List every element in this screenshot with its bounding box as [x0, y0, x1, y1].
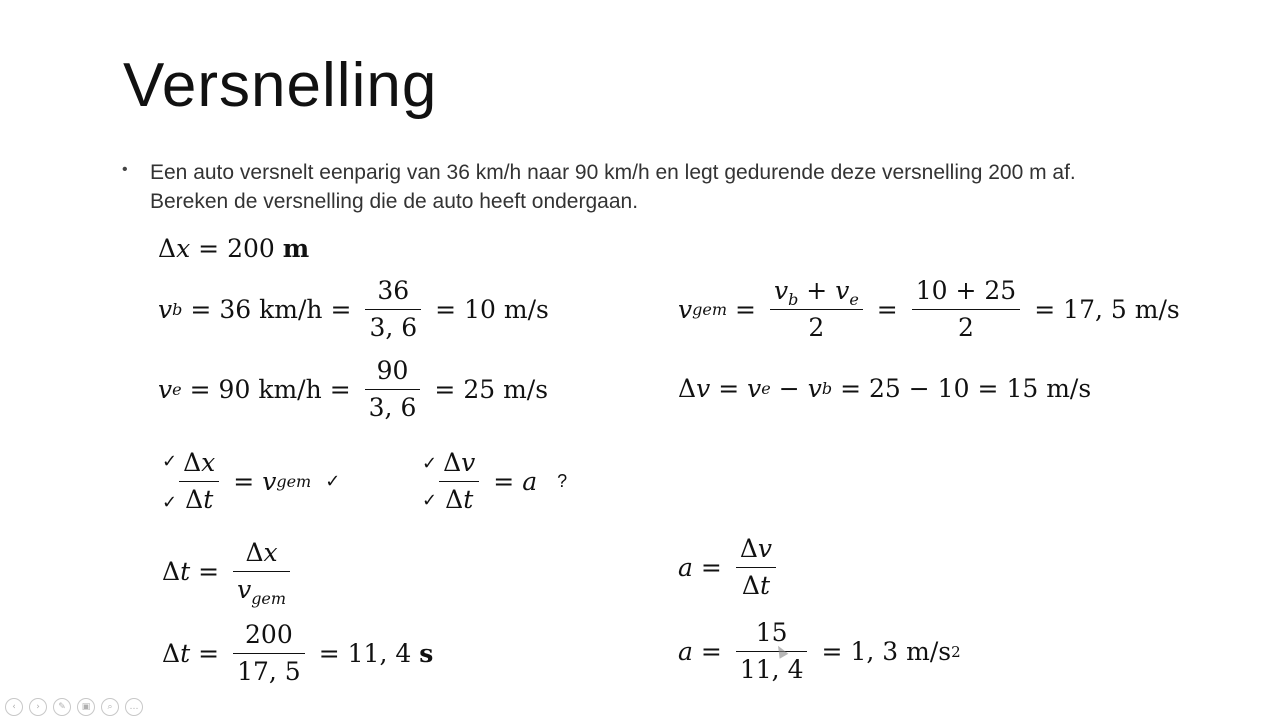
fraction-15-11-4	[736, 618, 808, 685]
equals: =	[718, 374, 740, 403]
value-90: 90	[218, 375, 251, 404]
check-icon: ✓	[422, 452, 438, 474]
var-v: v	[835, 276, 850, 305]
var-x: x	[263, 538, 278, 567]
var-x: x	[176, 234, 191, 263]
fraction-dx-vgem	[233, 538, 290, 608]
eq-acceleration-formula	[678, 534, 782, 601]
denominator: 2	[912, 309, 1020, 343]
sub-gem: gem	[251, 589, 287, 608]
numerator	[736, 534, 776, 567]
value-15: 15	[1006, 374, 1039, 403]
numerator: 15	[755, 618, 788, 647]
equals: =	[876, 295, 898, 324]
numerator	[241, 538, 281, 571]
var-v: v	[158, 375, 173, 404]
equals: =	[821, 637, 843, 666]
value-200: 200	[227, 234, 275, 263]
numerator	[439, 448, 479, 481]
unit-ms: m/s	[503, 295, 549, 324]
equals: =	[198, 557, 220, 586]
value-10: 10	[464, 295, 496, 324]
delta-symbol: Δ	[245, 538, 264, 567]
question-mark: ?	[557, 471, 568, 491]
delta-symbol: Δ	[741, 571, 760, 600]
value-36: 36	[219, 295, 252, 324]
eq-v-begin: v b = 36 km/h = $\frac{36}{3, 6}$ = 10 m/s	[158, 276, 549, 342]
slide-title: Versnelling	[123, 51, 438, 120]
problem-text: Een auto versnelt eenparig van 36 km/h naar 90 km/h en legt gedurende deze versnelling 200 m af. Bereken de versnelling die de auto heeft ondergaan.	[150, 161, 1076, 213]
check-icon: ✓	[162, 450, 178, 472]
fraction-90-3-6	[365, 356, 421, 423]
delta-symbol: Δ	[678, 374, 697, 403]
var-v: v	[757, 534, 773, 563]
eq-acceleration-value: a = $\frac{15}{11, 4}$ = 1, 3 m/s 2	[678, 618, 961, 684]
delta-symbol: Δ	[162, 557, 181, 586]
denominator: 3, 6	[365, 309, 421, 343]
equals: =	[330, 295, 352, 324]
var-t: t	[203, 485, 214, 514]
slideshow-toolbar	[5, 698, 143, 716]
fraction-36-3-6	[365, 276, 421, 343]
check-column	[162, 451, 177, 513]
pen-icon[interactable]: ✎	[53, 698, 71, 716]
eq-delta-v: Δ v = v e − v b = 25 − 10 = 15 m/s	[678, 374, 1092, 403]
sub-e: e	[849, 290, 859, 309]
eq-formula-acceleration-check	[422, 448, 567, 515]
slides-icon[interactable]: ▣	[77, 698, 95, 716]
delta-symbol: Δ	[185, 485, 204, 514]
var-v: v	[461, 448, 476, 477]
next-icon[interactable]: ›	[29, 698, 47, 716]
numerator: 10 + 25	[915, 276, 1017, 305]
denominator: 11, 4	[736, 651, 808, 685]
minus: −	[778, 374, 800, 403]
unit-s: s	[419, 639, 434, 668]
sub-b: b	[788, 290, 799, 309]
unit-ms: m/s	[1134, 295, 1180, 324]
denominator	[179, 481, 219, 515]
zoom-icon[interactable]: ⌕	[101, 698, 119, 716]
unit-m: m	[282, 234, 310, 263]
delta-symbol: Δ	[445, 485, 464, 514]
check-icon: ✓	[162, 491, 178, 513]
eq-delta-t-formula	[162, 538, 296, 608]
denominator: 2	[770, 309, 863, 343]
delta-symbol: Δ	[158, 234, 177, 263]
var-v: v	[696, 374, 711, 403]
fraction-200-17-5	[233, 620, 305, 687]
numerator: 200	[245, 620, 293, 649]
equals: =	[977, 374, 999, 403]
fraction-dx-dt	[179, 448, 219, 515]
check-column	[422, 453, 437, 511]
var-t: t	[180, 639, 191, 668]
var-v: v	[678, 295, 693, 324]
denominator	[736, 567, 776, 601]
var-a: a	[678, 553, 693, 582]
equals: =	[700, 637, 722, 666]
equals: =	[198, 639, 220, 668]
value-17-5: 17, 5	[1063, 295, 1127, 324]
equals: =	[435, 295, 457, 324]
equals: =	[190, 295, 212, 324]
prev-icon[interactable]: ‹	[5, 698, 23, 716]
var-v: v	[262, 467, 277, 496]
unit-ms: m/s	[1046, 374, 1092, 403]
check-icon: ✓	[325, 471, 341, 492]
equals: =	[434, 375, 456, 404]
unit-ms: m/s	[503, 375, 549, 404]
delta-symbol: Δ	[183, 448, 202, 477]
var-v: v	[237, 575, 252, 604]
eq-delta-x	[158, 234, 309, 263]
denominator	[439, 481, 479, 515]
delta-symbol: Δ	[443, 448, 462, 477]
unit-kmh: km/h	[259, 295, 323, 324]
equals: =	[329, 375, 351, 404]
numerator	[770, 276, 863, 309]
var-x: x	[201, 448, 216, 477]
numerator	[179, 448, 219, 481]
equals: =	[493, 467, 515, 496]
var-t: t	[180, 557, 191, 586]
eq-v-end: v e = 90 km/h = $\frac{90}{3, 6}$ = 25 m/s	[158, 356, 549, 422]
check-icon: ✓	[422, 489, 438, 511]
delta-symbol: Δ	[739, 534, 758, 563]
equals: =	[189, 375, 211, 404]
var-v: v	[747, 374, 762, 403]
plus: +	[806, 276, 828, 305]
fraction-10-plus-25	[912, 276, 1020, 343]
var-v: v	[807, 374, 822, 403]
equals: =	[840, 374, 862, 403]
equals: =	[735, 295, 756, 324]
denominator: 3, 6	[365, 389, 421, 423]
equals: =	[318, 639, 340, 668]
numerator: 36	[377, 276, 410, 305]
numerator: 90	[376, 356, 409, 385]
equals: =	[700, 553, 722, 582]
var-v: v	[773, 276, 789, 305]
eq-formula-average-speed: ✓ ✓ $\frac{\Delta x}{\Delta t}$ = v gem ✓	[162, 448, 341, 514]
eq-v-average: v gem = $\frac{v_b + v_e}{2}$ = $\frac{10 + 25}{2}$ = 17, 5 m/s	[678, 276, 1180, 342]
denominator: 17, 5	[233, 653, 305, 687]
value-11-4: 11, 4	[347, 639, 412, 668]
unit-kmh: km/h	[258, 375, 322, 404]
var-t: t	[463, 485, 474, 514]
value-25-minus-10: 25 − 10	[869, 374, 970, 403]
value-1-3: 1, 3	[850, 637, 899, 666]
more-icon[interactable]: …	[125, 698, 143, 716]
var-a: a	[678, 637, 693, 666]
value-25: 25	[463, 375, 496, 404]
equals: =	[1034, 295, 1056, 324]
fraction-vb-plus-ve	[770, 276, 863, 343]
equals: =	[198, 234, 220, 263]
var-a: a	[522, 467, 538, 496]
eq-delta-t-value	[162, 620, 433, 687]
denominator	[233, 571, 290, 608]
fraction-dv-dt	[439, 448, 479, 515]
var-t: t	[759, 571, 770, 600]
fraction-dv-dt	[736, 534, 776, 601]
equals: =	[233, 467, 255, 496]
bullet-dot: •	[122, 161, 128, 178]
unit-ms: m/s	[906, 637, 952, 666]
delta-symbol: Δ	[162, 639, 181, 668]
var-v: v	[158, 295, 173, 324]
